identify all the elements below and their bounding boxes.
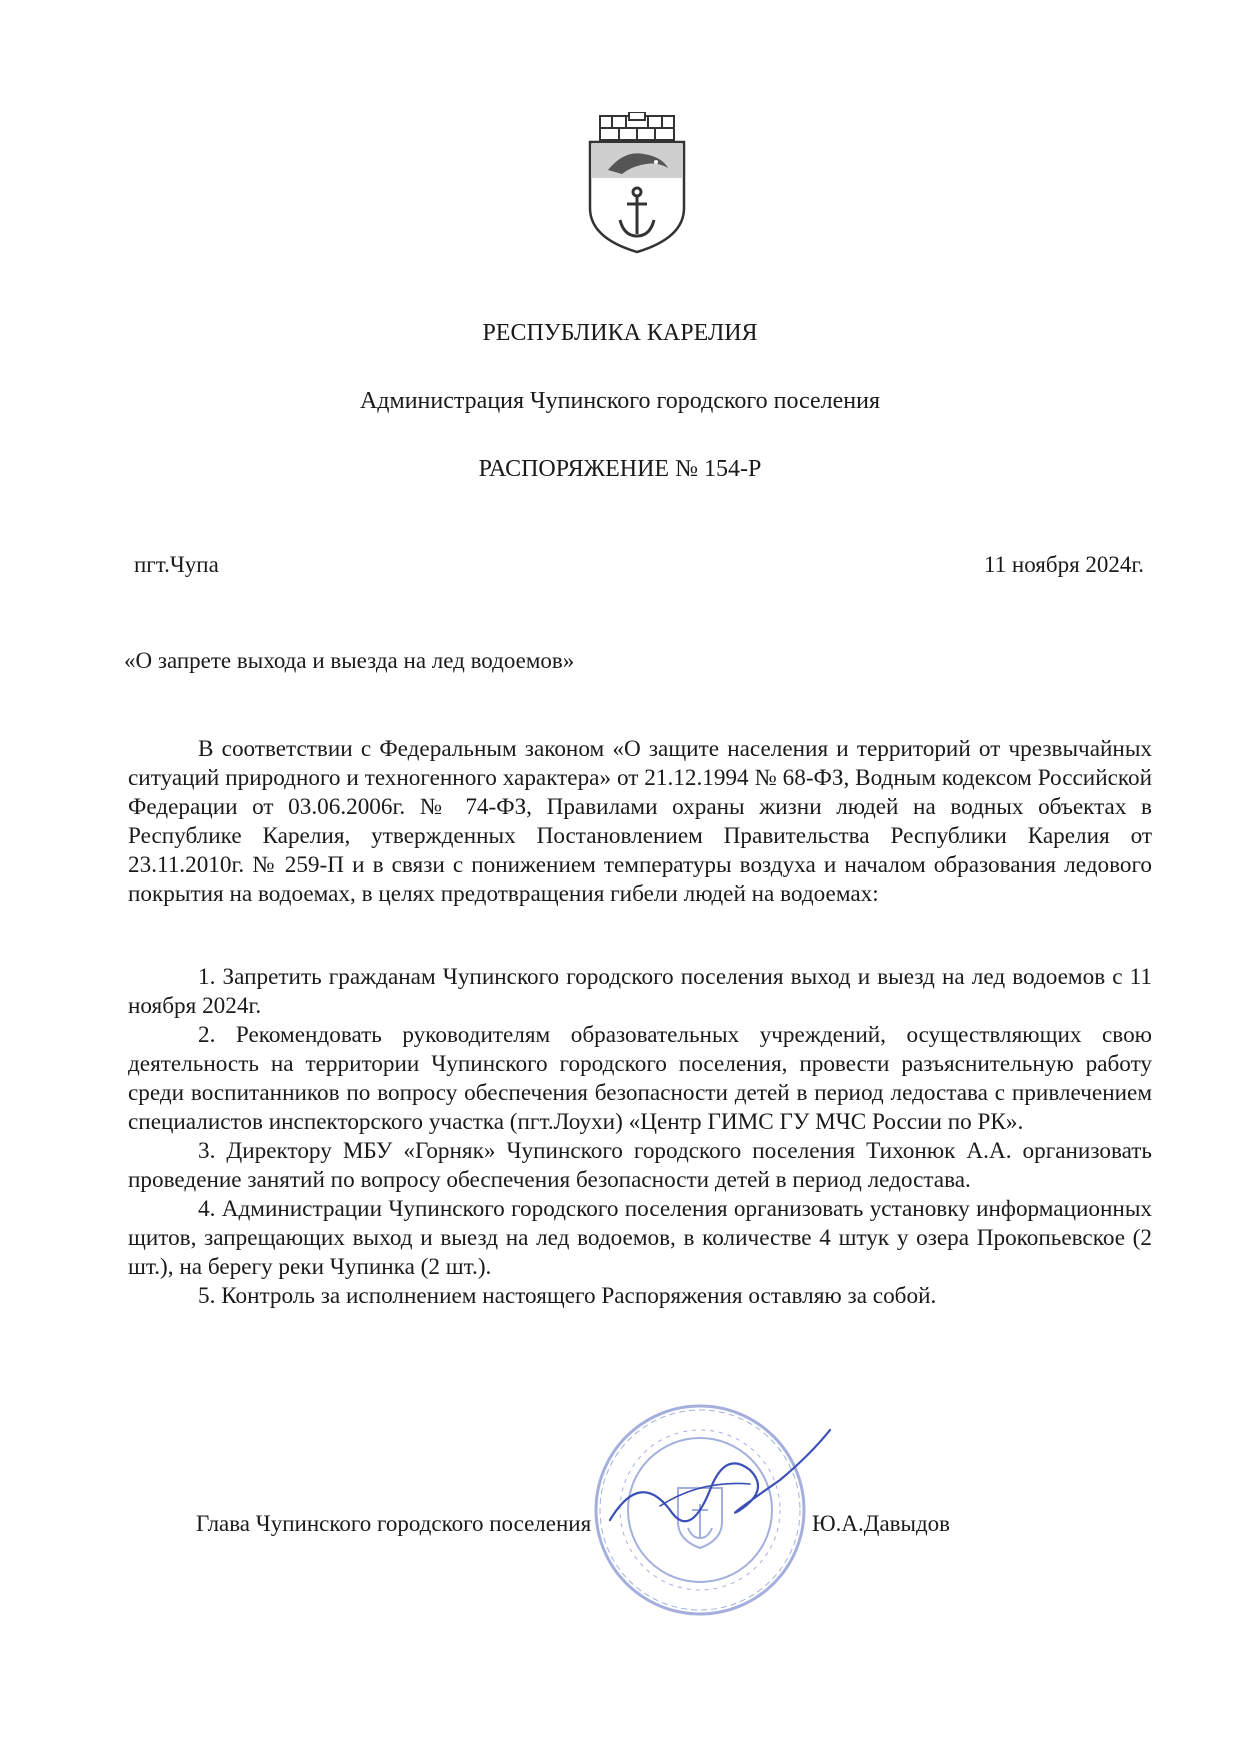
- place-label: пгт.Чупа: [134, 552, 219, 577]
- order-items-list: [128, 963, 1152, 1311]
- signatory-name: Ю.А.Давыдов: [812, 1511, 951, 1536]
- order-title: РАСПОРЯЖЕНИЕ № 154-Р: [478, 456, 762, 482]
- date-label: 11 ноября 2024г.: [984, 552, 1144, 577]
- intro-paragraph: В соответствии с Федеральным законом «О защите населения и территорий от чрезвычайных ситуаций природного и техногенного характера» от 21.12.1994 № 68-ФЗ, Водным кодексом Российской Федерации от 03.06.2006г. № 74-ФЗ, Правилами охраны жизни людей на водных объектах в Республике Карелия, утвержденных Постановлением Правительства Республики Карелия от 23.11.2010г. № 259-П и в связи с понижением температуры воздуха и началом образования ледового покрытия на водоемах, в целях предотвращения гибели людей на водоемах:: [128, 736, 1152, 907]
- coat-of-arms-emblem: [582, 112, 692, 254]
- list-item: 3. Директору МБУ «Горняк» Чупинского городского поселения Тихонюк А.А. организовать проведение занятий по вопросу обеспечения безопасности детей в период ледостава.: [128, 1138, 1152, 1193]
- list-item: 4. Администрации Чупинского городского поселения организовать установку информационных щитов, запрещающих выход и выезд на лед водоемов, в количестве 4 штук у озера Прокопьевское (2 шт.), на берегу реки Чупинка (2 шт.).: [128, 1196, 1152, 1280]
- handwritten-signature: [600, 1410, 840, 1550]
- order-subject: «О запрете выхода и выезда на лед водоемов»: [124, 648, 575, 673]
- republic-heading: РЕСПУБЛИКА КАРЕЛИЯ: [482, 320, 758, 346]
- signatory-position: Глава Чупинского городского поселения: [196, 1511, 592, 1536]
- list-item: 2. Рекомендовать руководителям образовательных учреждений, осуществляющих свою деятельность на территории Чупинского городского поселения, провести разъяснительную работу среди воспитанников по вопросу обеспечения безопасности детей в период ледостава с привлечением специалистов инспекторского участка (пгт.Лоухи) «Центр ГИМС ГУ МЧС России по РК».: [128, 1022, 1152, 1135]
- list-item: 5. Контроль за исполнением настоящего Распоряжения оставляю за собой.: [198, 1283, 937, 1309]
- list-item: 1. Запретить гражданам Чупинского городского поселения выход и выезд на лед водоемов с 11 ноября 2024г.: [128, 964, 1152, 1019]
- administration-heading: Администрация Чупинского городского поселения: [359, 388, 881, 414]
